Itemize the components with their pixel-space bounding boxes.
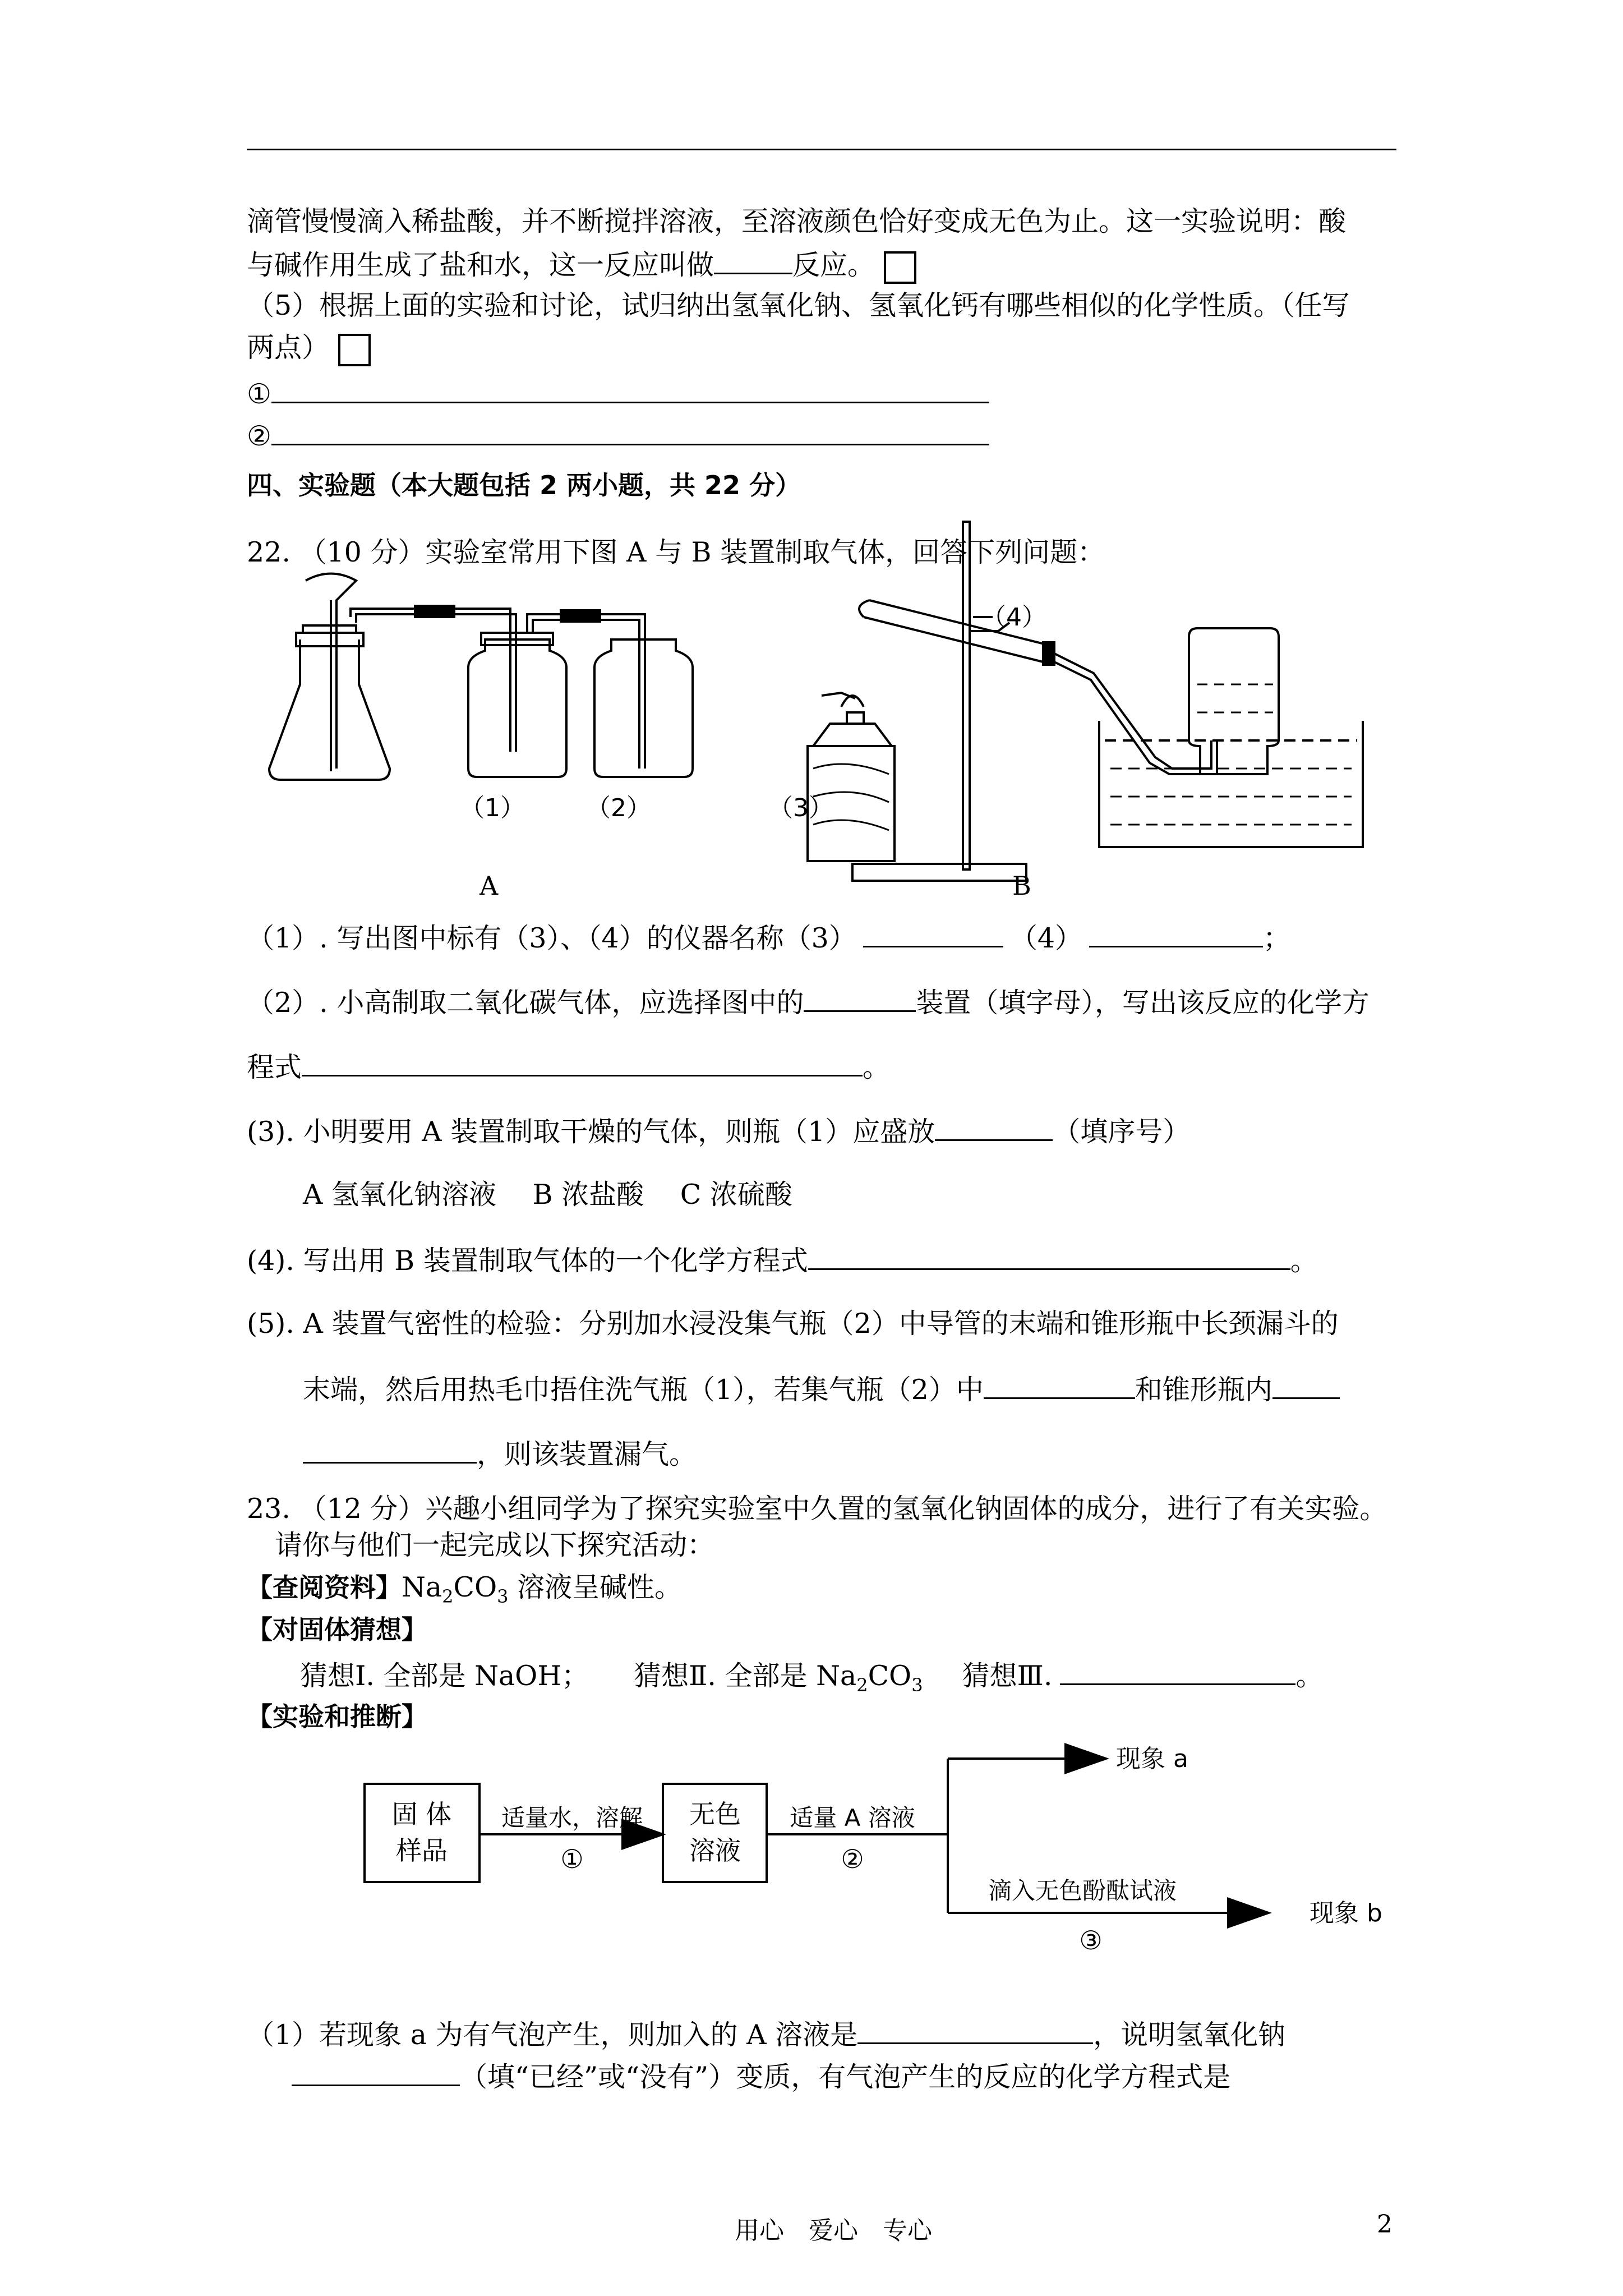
flow-result-b: 现象 b bbox=[1310, 1899, 1382, 1927]
flow-diagram bbox=[336, 1733, 1402, 1980]
label-apparatus-b: B bbox=[1012, 871, 1031, 901]
answer-line-2: ② bbox=[247, 418, 989, 453]
answer-blank-equation-b[interactable] bbox=[808, 1243, 1290, 1270]
text-line-1: 滴管慢慢滴入稀盐酸，并不断搅拌溶液，至溶液颜色恰好变成无色为止。这一实验说明：酸 bbox=[247, 205, 1347, 237]
question-23-stem-cont: 请你与他们一起完成以下探究活动： bbox=[275, 1529, 715, 1561]
flow-box-sample-line1: 固 体 bbox=[391, 1799, 452, 1829]
score-box[interactable] bbox=[338, 334, 371, 366]
text-line-3: （5）根据上面的实验和讨论，试归纳出氢氧化钠、氢氧化钙有哪些相似的化学性质。（任写 bbox=[247, 289, 1350, 321]
q22-part-3-options: A 氢氧化钠溶液 B 浓盐酸 C 浓硫酸 bbox=[303, 1179, 792, 1211]
q22-part-3: (3). 小明要用 A 装置制取干燥的气体，则瓶（1）应盛放 （填序号） bbox=[247, 1114, 1190, 1149]
flow-arrow-1-top: 适量水，溶解 bbox=[501, 1804, 643, 1832]
label-bottle-2: （2） bbox=[586, 794, 651, 822]
q22-part-2-equation: 程式 。 bbox=[247, 1049, 890, 1084]
text-line-2: 与碱作用生成了盐和水，这一反应叫做 反应。 bbox=[247, 247, 916, 284]
q22-part-2: （2）. 小高制取二氧化碳气体，应选择图中的 装置（填字母），写出该反应的化学方 bbox=[247, 984, 1370, 1020]
apparatus-a bbox=[269, 574, 693, 780]
header-rule bbox=[247, 149, 1396, 150]
flow-arrow-3-bottom: ③ bbox=[1079, 1925, 1103, 1955]
flow-box-solution-line1: 无色 bbox=[689, 1799, 741, 1829]
q22-part-5: (5). A 装置气密性的检验：分别加水浸没集气瓶（2）中导管的末端和锥形瓶中长颈漏斗的 bbox=[247, 1308, 1339, 1340]
answer-blank-property-1[interactable] bbox=[271, 376, 989, 403]
apparatus-b bbox=[808, 522, 1363, 881]
label-apparatus-a: A bbox=[479, 871, 499, 901]
flow-arrow-2-bottom: ② bbox=[841, 1844, 864, 1874]
answer-blank-solution-a[interactable] bbox=[857, 2017, 1093, 2044]
answer-blank-reaction[interactable] bbox=[714, 247, 792, 274]
answer-blank-equation-co2[interactable] bbox=[302, 1049, 863, 1076]
footer-slogan: 用心 爱心 专心 bbox=[735, 2216, 932, 2245]
apparatus-figure bbox=[247, 505, 1424, 909]
reference-info: 【查阅资料】$Na_2CO_3$ 溶液呈碱性。 bbox=[247, 1571, 683, 1607]
question-22-stem: 22. （10 分）实验室常用下图 A 与 B 装置制取气体，回答下列问题： bbox=[247, 536, 1105, 568]
page-number: 2 bbox=[1377, 2210, 1393, 2239]
flow-arrow-3-top: 滴入无色酚酞试液 bbox=[988, 1877, 1177, 1904]
experiment-heading: 【实验和推断】 bbox=[247, 1701, 427, 1732]
flow-arrow-1-bottom: ① bbox=[560, 1844, 584, 1874]
flow-arrow-2-top: 适量 A 溶液 bbox=[790, 1804, 915, 1832]
answer-blank-flask-a[interactable] bbox=[1272, 1372, 1340, 1399]
answer-blank-deteriorated[interactable] bbox=[292, 2059, 460, 2086]
flow-box-sample-line2: 样品 bbox=[396, 1835, 448, 1866]
answer-line-1: ① bbox=[247, 376, 989, 411]
label-stand-4: （4） bbox=[981, 603, 1046, 632]
q22-part-4: (4). 写出用 B 装置制取气体的一个化学方程式 。 bbox=[247, 1243, 1318, 1278]
answer-blank-guess-3[interactable] bbox=[1060, 1658, 1295, 1685]
answer-blank-device[interactable] bbox=[804, 984, 916, 1012]
q22-part-5-cont: 末端，然后用热毛巾捂住洗气瓶（1），若集气瓶（2）中 和锥形瓶内 bbox=[303, 1372, 1340, 1407]
q22-part-5-end: ，则该装置漏气。 bbox=[303, 1436, 697, 1471]
label-lamp-3: （3） bbox=[768, 794, 833, 822]
answer-blank-bottle-2[interactable] bbox=[984, 1372, 1135, 1399]
label-bottle-1: （1） bbox=[460, 794, 525, 822]
question-23-stem: 23. （12 分）兴趣小组同学为了探究实验室中久置的氢氧化钠固体的成分，进行了有关实验。 bbox=[247, 1493, 1387, 1525]
flow-box-solution-line2: 溶液 bbox=[689, 1835, 741, 1866]
answer-blank-flask-b[interactable] bbox=[303, 1436, 477, 1464]
answer-blank-drying-agent[interactable] bbox=[935, 1114, 1053, 1141]
score-box[interactable] bbox=[884, 251, 916, 284]
guess-line: 猜想Ⅰ. 全部是 NaOH； 猜想Ⅱ. 全部是 $Na_2CO_3$ 猜想Ⅲ. 。 bbox=[300, 1658, 1323, 1702]
q23-part-1-cont: （填“已经”或“没有”）变质，有气泡产生的反应的化学方程式是 bbox=[292, 2059, 1230, 2094]
flow-result-a: 现象 a bbox=[1116, 1745, 1188, 1773]
q22-part-1: （1）. 写出图中标有（3）、（4）的仪器名称（3） （4） ； bbox=[247, 920, 1290, 955]
answer-blank-instrument-4[interactable] bbox=[1089, 920, 1263, 947]
section-heading: 四、实验题（本大题包括 2 两小题，共 22 分） bbox=[247, 470, 801, 500]
text-line-4: 两点） bbox=[247, 331, 371, 366]
q23-part-1: （1）若现象 a 为有气泡产生，则加入的 A 溶液是 ，说明氢氧化钠 bbox=[247, 2017, 1285, 2052]
answer-blank-property-2[interactable] bbox=[271, 418, 989, 445]
answer-blank-instrument-3[interactable] bbox=[863, 920, 1003, 947]
guess-heading: 【对固体猜想】 bbox=[247, 1614, 427, 1645]
